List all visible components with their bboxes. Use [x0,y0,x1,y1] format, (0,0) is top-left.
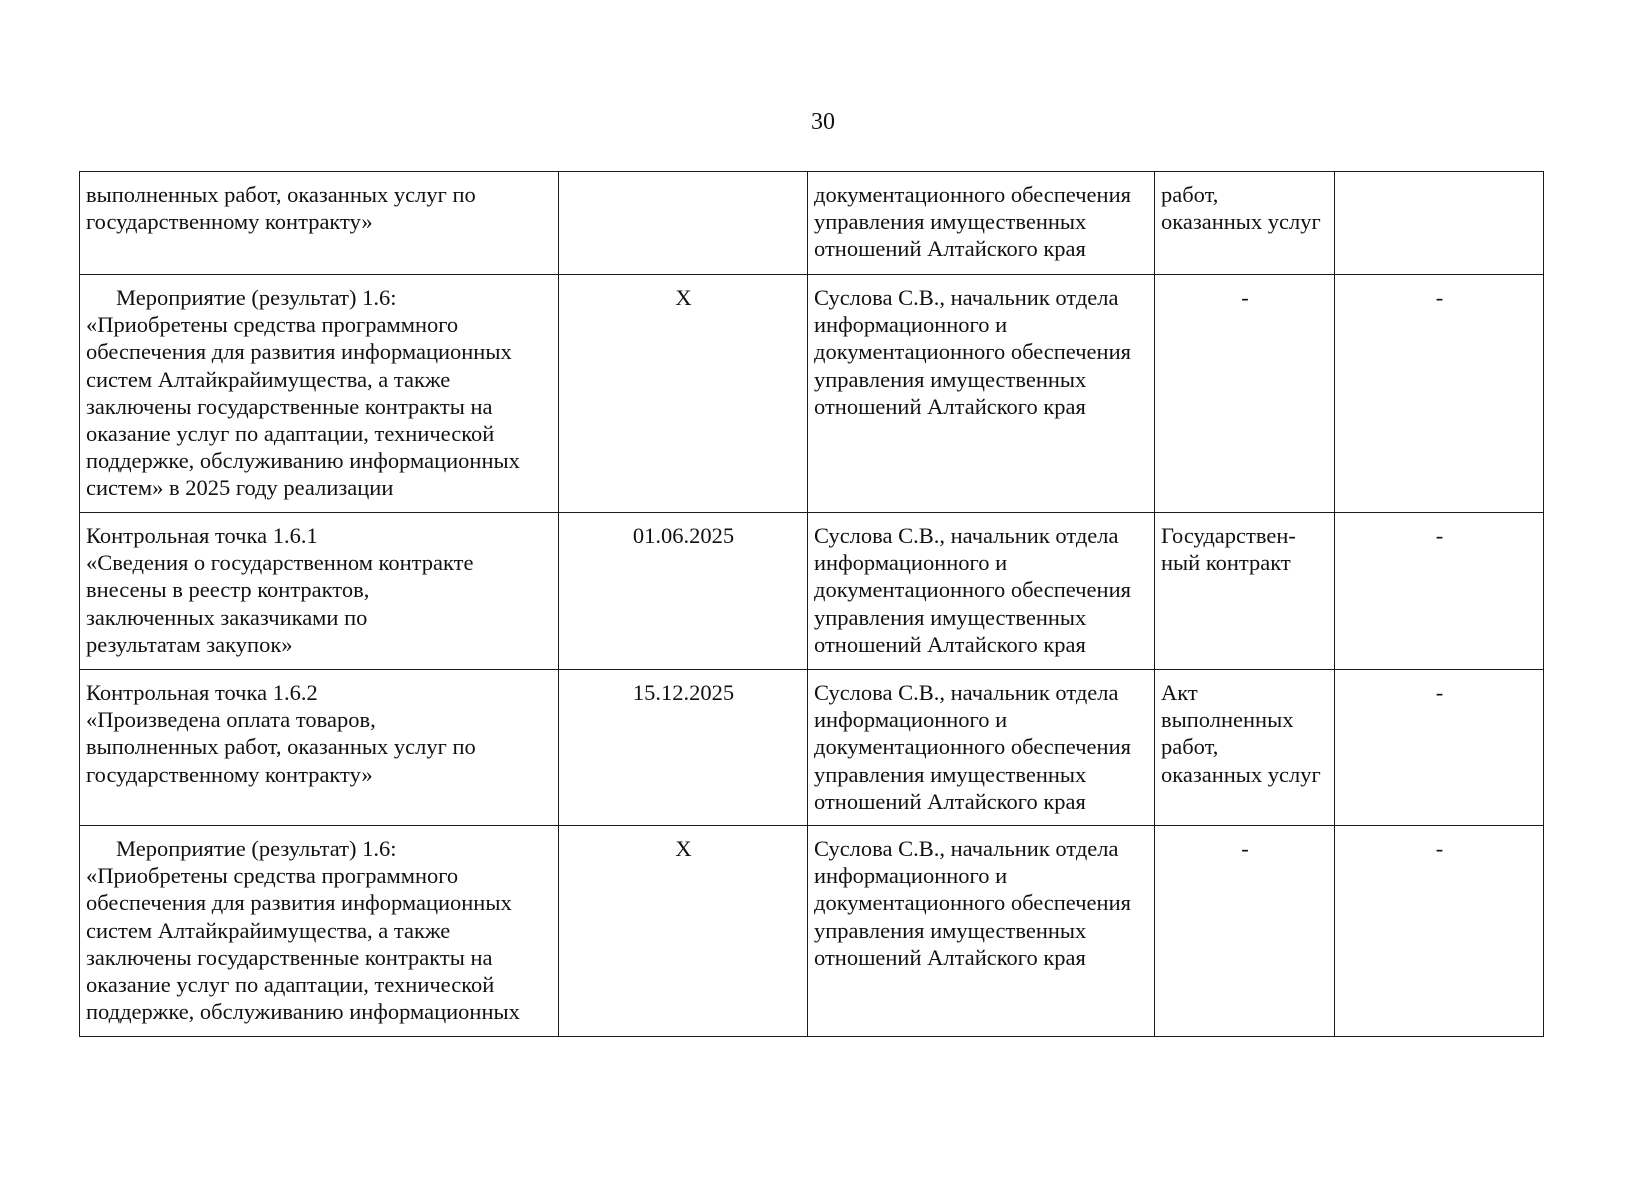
date-cell [559,172,808,275]
description-cell: Мероприятие (результат) 1.6: «Приобретены средства программного обеспечения для развития информационных систем Алтайкрайимущества, а также заключены государственные контракты на оказание услуг по адаптации, технической поддержке, обслуживанию информационных систем» в 2025 году реализации [80,275,559,513]
description-cell: Контрольная точка 1.6.1 «Сведения о государственном контракте внесены в реестр контрактов, заключенных заказчиками по результатам закупок» [80,513,559,670]
description-cell: Мероприятие (результат) 1.6: «Приобретены средства программного обеспечения для развития информационных систем Алтайкрайимущества, а также заключены государственные контракты на оказание услуг по адаптации, технической поддержке, обслуживанию информационных [80,826,559,1037]
document-cell: - [1155,826,1335,1037]
date-cell: 01.06.2025 [559,513,808,670]
table-row [80,172,1544,275]
responsible-cell: Суслова С.В., начальник отдела информационного и документационного обеспечения управления имущественных отношений Алтайского края [808,275,1155,513]
table-row [80,826,1544,1037]
page-number: 30 [811,109,835,135]
table-row [80,513,1544,670]
document-cell: - [1155,275,1335,513]
system-cell: - [1335,670,1544,826]
system-cell: - [1335,513,1544,670]
document-cell: Акт выполненных работ, оказанных услуг [1155,670,1335,826]
table-row [80,275,1544,513]
date-cell: 15.12.2025 [559,670,808,826]
system-cell: - [1335,275,1544,513]
responsible-cell: Суслова С.В., начальник отдела информационного и документационного обеспечения управления имущественных отношений Алтайского края [808,670,1155,826]
date-cell: X [559,826,808,1037]
table-row [80,670,1544,826]
description-cell: выполненных работ, оказанных услуг по государственному контракту» [80,172,559,275]
date-cell: X [559,275,808,513]
document-cell: Государствен- ный контракт [1155,513,1335,670]
responsible-cell: Суслова С.В., начальник отдела информационного и документационного обеспечения управления имущественных отношений Алтайского края [808,513,1155,670]
results-table [79,171,1544,1037]
description-cell: Контрольная точка 1.6.2 «Произведена оплата товаров, выполненных работ, оказанных услуг по государственному контракту» [80,670,559,826]
responsible-cell: документационного обеспечения управления имущественных отношений Алтайского края [808,172,1155,275]
system-cell: - [1335,826,1544,1037]
system-cell [1335,172,1544,275]
document-cell: работ, оказанных услуг [1155,172,1335,275]
responsible-cell: Суслова С.В., начальник отдела информационного и документационного обеспечения управления имущественных отношений Алтайского края [808,826,1155,1037]
